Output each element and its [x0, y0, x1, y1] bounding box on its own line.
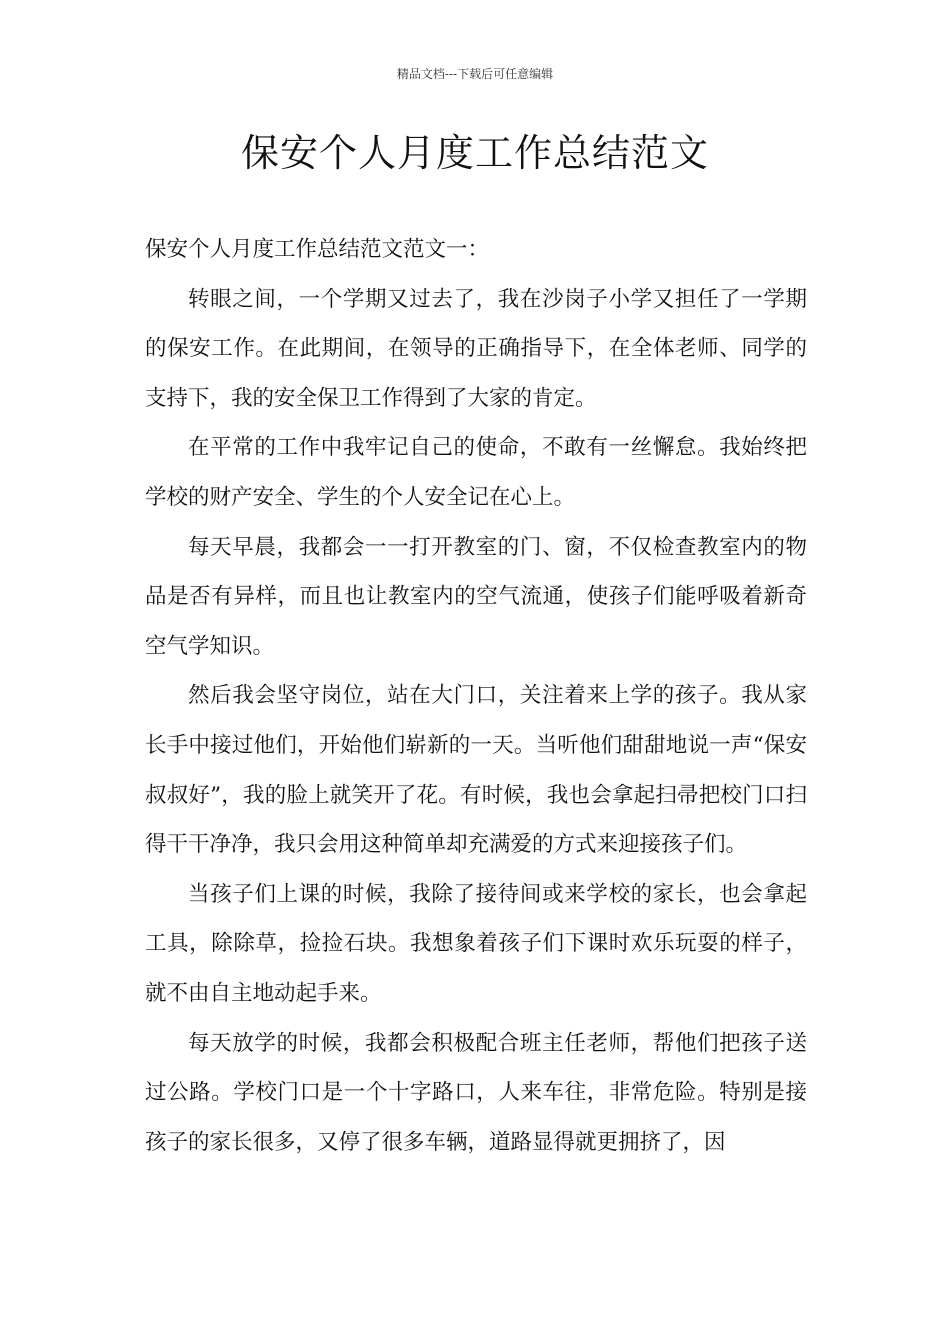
document-title: 保安个人月度工作总结范文 — [240, 131, 709, 175]
paragraph: 每天早晨，我都会一一打开教室的门、窗，不仅检查教室内的物品是否有异样，而且也让教室内的空气流通，使孩子们能呼吸着新奇空气学知识。 — [145, 534, 807, 659]
header-note: 精品文档---下载后可任意编辑 — [396, 67, 554, 81]
paragraph: 然后我会坚守岗位，站在大门口，关注着来上学的孩子。我从家长手中接过他们，开始他们崭新的一天。当听他们甜甜地说一声“保安叔叔好”，我的脸上就笑开了花。有时候，我也会拿起扫帚把校门口扫得干干净净，我只会用这种简单却充满爱的方式来迎接孩子们。 — [145, 683, 807, 858]
paragraph: 当孩子们上课的时候，我除了接待间或来学校的家长，也会拿起工具，除除草，捡捡石块。我想象着孩子们下课时欢乐玩耍的样子，就不由自主地动起手来。 — [145, 881, 807, 1006]
paragraph: 每天放学的时候，我都会积极配合班主任老师，帮他们把孩子送过公路。学校门口是一个十字路口，人来车往，非常危险。特别是接孩子的家长很多，又停了很多车辆，道路显得就更拥挤了，因 — [145, 1030, 807, 1155]
section-heading: 保安个人月度工作总结范文范文一： — [145, 237, 490, 262]
paragraph: 在平常的工作中我牢记自己的使命，不敢有一丝懈怠。我始终把学校的财产安全、学生的个人安全记在心上。 — [145, 435, 807, 510]
document-body — [145, 225, 807, 1167]
paragraph: 转眼之间，一个学期又过去了，我在沙岗子小学又担任了一学期的保安工作。在此期间，在领导的正确指导下，在全体老师、同学的支持下，我的安全保卫工作得到了大家的肯定。 — [145, 286, 807, 411]
